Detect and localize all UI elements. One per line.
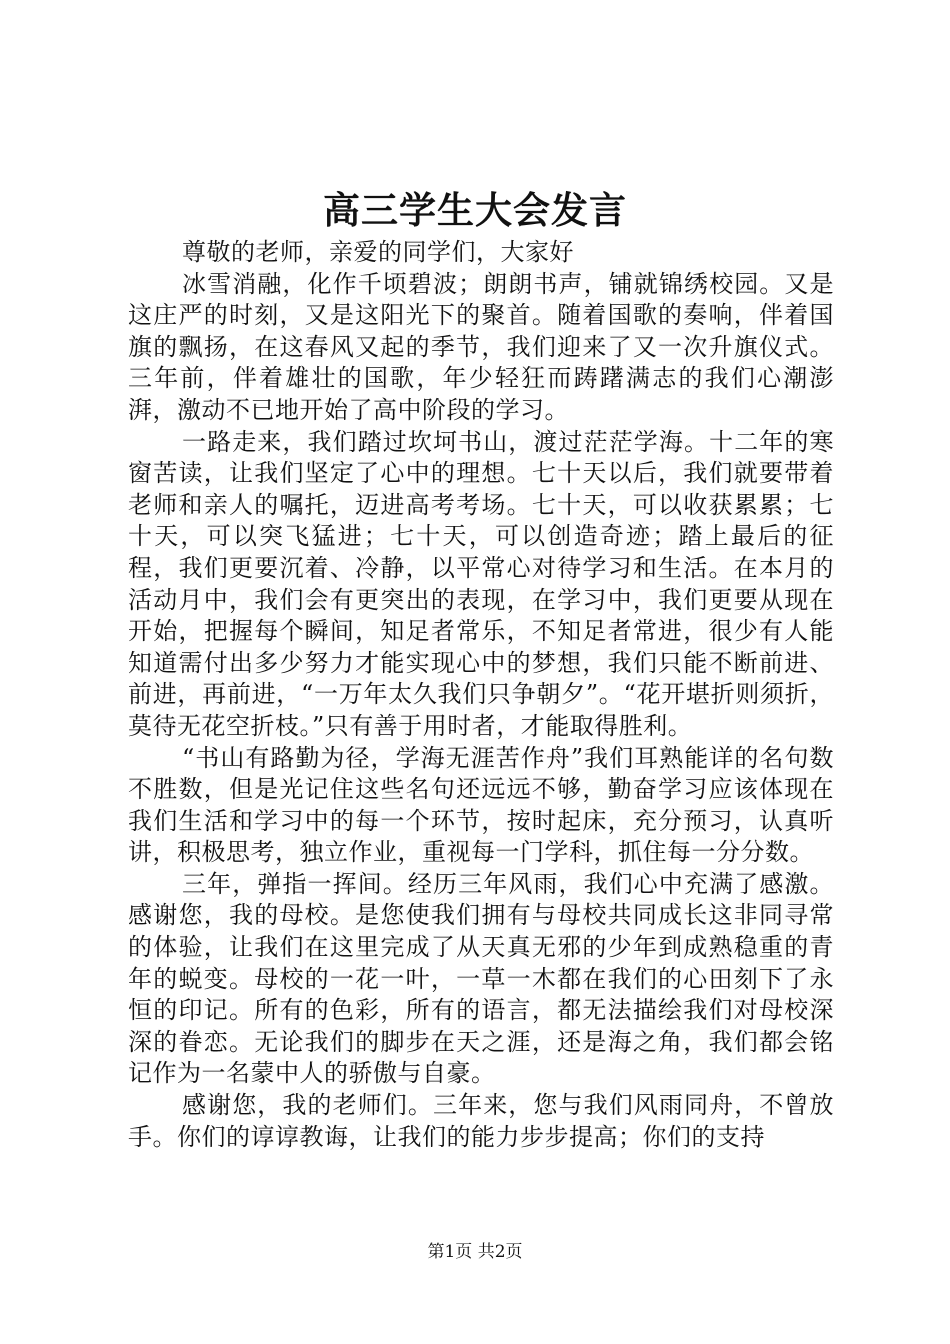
paragraph: “书山有路勤为径，学海无涯苦作舟”我们耳熟能详的名句数不胜数，但是光记住这些名句还远远不够，勤奋学习应该体现在我们生活和学习中的每一个环节，按时起床，充分预习，认真听讲，积极思考，独立作业，重视每一门学科，抓住每一分分数。 xyxy=(128,743,834,867)
paragraph: 冰雪消融，化作千顷碧波；朗朗书声，铺就锦绣校园。又是这庄严的时刻，又是这阳光下的聚首。随着国歌的奏响，伴着国旗的飘扬，在这春风又起的季节，我们迎来了又一次升旗仪式。三年前，伴着雄壮的国歌，年少轻狂而踌躇满志的我们心潮澎湃，激动不已地开始了高中阶段的学习。 xyxy=(128,269,834,424)
paragraph-greeting: 尊敬的老师，亲爱的同学们，大家好 xyxy=(182,238,574,266)
paragraph: 一路走来，我们踏过坎坷书山，渡过茫茫学海。十二年的寒窗苦读，让我们坚定了心中的理想。七十天以后，我们就要带着老师和亲人的嘱托，迈进高考考场。七十天，可以收获累累；七十天，可以突飞猛进；七十天，可以创造奇迹；踏上最后的征程，我们更要沉着、冷静，以平常心对待学习和生活。在本月的活动月中，我们会有更突出的表现，在学习中，我们更要从现在开始，把握每个瞬间，知足者常乐，不知足者常进，很少有人能知道需付出多少努力才能实现心中的梦想，我们只能不断前进、前进，再前进，“一万年太久我们只争朝夕”。“花开堪折则须折，莫待无花空折枝。”只有善于用时者，才能取得胜利。 xyxy=(128,427,834,740)
paragraph: 感谢您，我的老师们。三年来，您与我们风雨同舟，不曾放手。你们的谆谆教诲，让我们的能力步步提高；你们的支持 xyxy=(128,1091,834,1151)
document-title: 高三学生大会发言 xyxy=(323,188,627,232)
page-number-footer: 第1页 共2页 xyxy=(427,1242,523,1262)
paragraph: 三年，弹指一挥间。经历三年风雨，我们心中充满了感激。感谢您，我的母校。是您使我们拥有与母校共同成长这非同寻常的体验，让我们在这里完成了从天真无邪的少年到成熟稳重的青年的蜕变。母校的一花一叶，一草一木都在我们的心田刻下了永恒的印记。所有的色彩，所有的语言，都无法描绘我们对母校深深的眷恋。无论我们的脚步在天之涯，还是海之角，我们都会铭记作为一名蒙中人的骄傲与自豪。 xyxy=(128,869,834,1088)
document-body xyxy=(128,237,834,1153)
